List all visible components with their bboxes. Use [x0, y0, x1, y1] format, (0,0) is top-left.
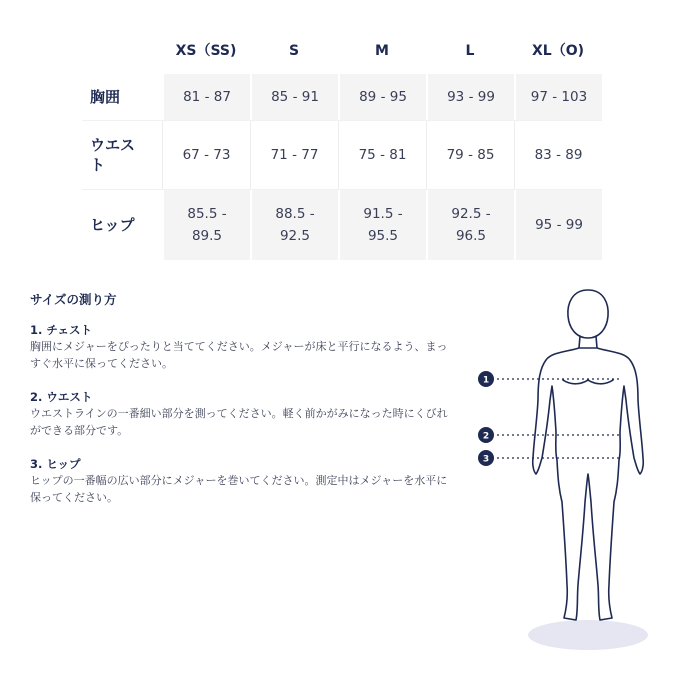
size-header-s: S: [288, 43, 300, 59]
table-row-waist: [82, 120, 602, 190]
step-body: ウエストラインの一番細い部分を測ってください。軽く前かがみになった時にくびれができる部分です。: [30, 407, 448, 437]
size-header-xs: XS（SS): [175, 43, 237, 59]
figure-shadow: [528, 620, 648, 650]
measurement-guide: [30, 290, 450, 523]
table-row-hip: [82, 190, 602, 260]
table-cell: 95 - 99: [514, 190, 602, 260]
table-cell: 83 - 89: [514, 121, 602, 189]
table-cell: 85 - 91: [250, 74, 338, 120]
row-label-bust: 胸囲: [90, 88, 121, 106]
figure-head: [568, 290, 608, 338]
table-row-bust: [82, 74, 602, 120]
table-cell: 71 - 77: [250, 121, 338, 189]
row-label-hip: ヒップ: [90, 216, 135, 234]
size-header-l: L: [465, 43, 475, 59]
table-cell: 92.5 - 96.5: [426, 190, 514, 260]
size-chart-table: [82, 30, 602, 260]
row-label-waist: ウエス ト: [90, 136, 136, 174]
table-cell: 89 - 95: [338, 74, 426, 120]
body-figure: [460, 280, 670, 660]
marker-2-label: 2: [482, 431, 490, 442]
size-header-m: M: [375, 43, 389, 59]
table-cell: 91.5 - 95.5: [338, 190, 426, 260]
table-cell: 93 - 99: [426, 74, 514, 120]
table-cell: 67 - 73: [162, 121, 250, 189]
step-title: 1. チェスト: [30, 323, 93, 337]
header-corner: [82, 30, 162, 72]
table-cell: 79 - 85: [426, 121, 514, 189]
step-title: 3. ヒップ: [30, 457, 81, 471]
guide-step-hip: [30, 456, 450, 506]
table-cell: 85.5 - 89.5: [162, 190, 250, 260]
table-cell: 81 - 87: [162, 74, 250, 120]
table-cell: 88.5 - 92.5: [250, 190, 338, 260]
size-header-row: [82, 30, 602, 72]
guide-step-chest: [30, 322, 450, 372]
table-cell: 97 - 103: [514, 74, 602, 120]
size-header-xl: XL（O): [531, 43, 584, 59]
step-title: 2. ウエスト: [30, 390, 93, 404]
figure-body: [533, 348, 644, 620]
marker-1-label: 1: [482, 375, 490, 386]
marker-3-label: 3: [482, 454, 490, 465]
guide-step-waist: [30, 389, 450, 439]
body-figure-illustration: [460, 280, 670, 660]
step-body: 胸囲にメジャーをぴったりと当ててください。メジャーが床と平行になるよう、まっすぐ水平に保ってください。: [30, 340, 448, 370]
guide-title: サイズの測り方: [30, 292, 117, 307]
step-body: ヒップの一番幅の広い部分にメジャーを巻いてください。測定中はメジャーを水平に保ってください。: [30, 474, 448, 504]
table-cell: 75 - 81: [338, 121, 426, 189]
